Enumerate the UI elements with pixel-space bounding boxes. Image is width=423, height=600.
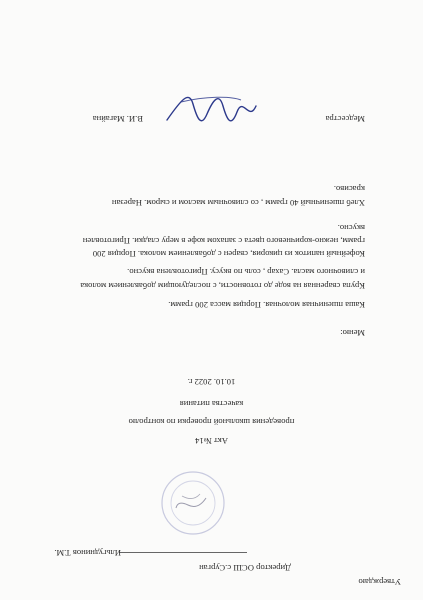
nurse-signature: [161, 90, 261, 130]
director-signature-line: [119, 552, 247, 553]
act-date: 10.10. 2022 г.: [187, 377, 236, 387]
menu-heading: Меню:: [340, 328, 365, 338]
approved-label: Утверждаю: [358, 577, 401, 587]
menu-line: Крупа сваренная на воде до готовности, с последующим добавлением молока: [80, 281, 365, 291]
director-line: Директор ОСШ с.Сурган: [199, 563, 291, 573]
nurse-label: Медсестра: [325, 114, 365, 124]
menu-line: и сливочного масла. Сахар , соль по вкусу. Приготовлена вкусно.: [127, 267, 365, 277]
act-title: Акт №14: [195, 436, 228, 446]
menu-line: Каша пшеничная молочная. Порция масса 200 грамм.: [168, 300, 365, 310]
menu-line: Хлеб пшеничный 40 грамм , со сливочным маслом и сыром. Нарезан: [111, 198, 365, 208]
nurse-name: В.И. Магайна: [92, 114, 143, 124]
act-subtitle-line1: проведения школьной проверки по контролю: [128, 417, 295, 427]
act-subtitle-line2: качества питания: [179, 399, 244, 409]
director-name: Ильгуднинов Т.М.: [54, 548, 121, 558]
menu-line: Кофейный напиток из цикория, сварен с добавлением молока. Порция 200: [92, 249, 365, 259]
menu-line: вкусно.: [337, 223, 365, 233]
menu-line: красиво.: [333, 184, 365, 194]
menu-line: грамм, нежно-коричневого цвета с запахом кофе в меру сладки. Приготовлен: [82, 236, 365, 246]
school-stamp: [158, 468, 228, 538]
